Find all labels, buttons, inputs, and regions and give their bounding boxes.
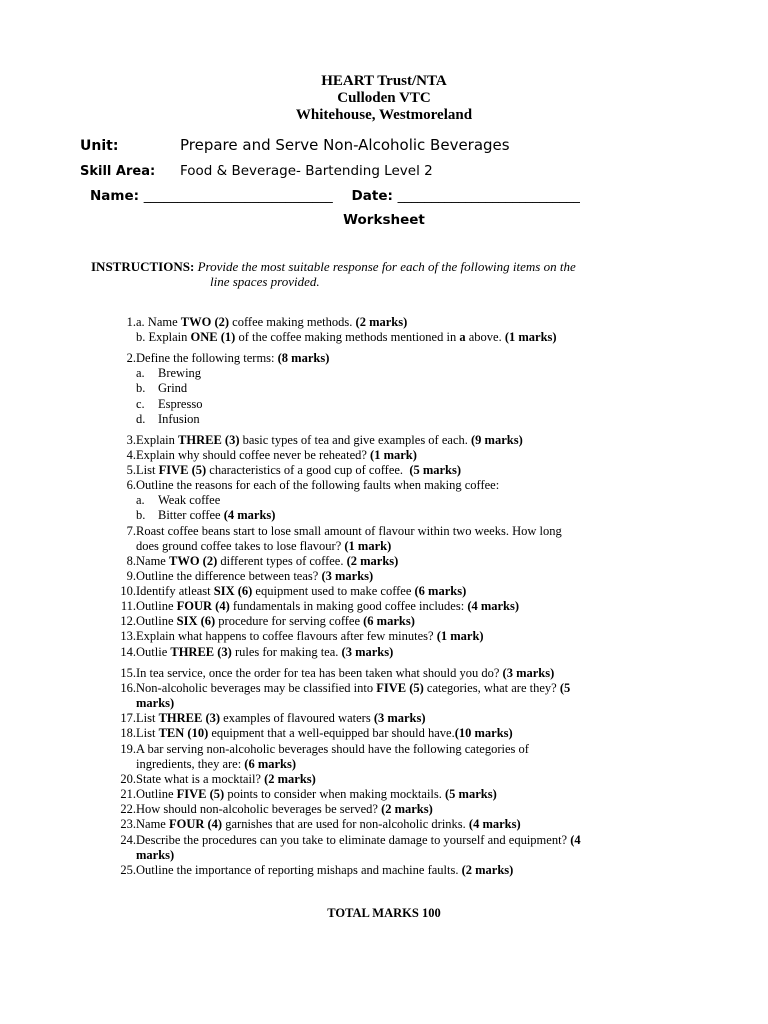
question-number: 1. [126, 315, 136, 329]
name-label: Name: [90, 188, 140, 204]
question-number: 23. [120, 817, 136, 831]
q-text: Outline the importance of reporting mishaps and machine faults. [136, 863, 462, 877]
question-number: 8. [126, 554, 136, 568]
question-10 [112, 584, 672, 599]
question-12 [112, 614, 672, 629]
q-marks: (1 marks) [504, 330, 557, 344]
q-marks: (8 marks) [277, 351, 330, 365]
q-text: In tea service, once the order for tea has been taken what should you do? [136, 666, 503, 680]
question-19 [112, 742, 672, 771]
question-number: 24. [120, 833, 136, 847]
question-1 [112, 315, 672, 344]
question-number: 22. [120, 802, 136, 816]
q-text: coffee making methods. [229, 315, 356, 329]
q-marks: (2 marks) [264, 772, 316, 786]
q-bold: THREE (3) [178, 433, 240, 447]
q-text: categories, what are they? [423, 681, 560, 695]
q-bold: THREE (3) [170, 645, 232, 659]
question-number: 2. [126, 351, 136, 365]
question-number: 9. [126, 569, 136, 583]
instructions-text-2: line spaces provided. [210, 274, 320, 289]
q-bold: TWO (2) [180, 315, 230, 329]
item-text: Brewing [158, 366, 202, 380]
question-2 [112, 351, 672, 366]
q-bold: FOUR (4) [168, 817, 223, 831]
question-number: 19. [120, 742, 136, 756]
q-text: examples of flavoured waters [220, 711, 374, 725]
question-16 [112, 681, 672, 710]
skill-label: Skill Area: [80, 164, 156, 179]
school-name: Culloden VTC [337, 90, 431, 106]
question-4 [112, 448, 672, 463]
q-text: equipment that a well-equipped bar should have. [208, 726, 455, 740]
q-text: Name [136, 817, 169, 831]
question-21 [112, 787, 672, 802]
item-letter: b. [136, 508, 146, 522]
q-text: Explain what happens to coffee flavours after few minutes? [136, 629, 437, 643]
q6-item-b [136, 508, 275, 523]
item-text: Bitter coffee [158, 508, 224, 522]
item-text: Infusion [158, 412, 200, 426]
q-marks: (2 marks) [355, 315, 408, 329]
question-17 [112, 711, 672, 726]
q-bold: SIX (6) [213, 584, 253, 598]
q-bold: FIVE (5) [376, 681, 424, 695]
q-marks: (2 marks) [346, 554, 399, 568]
question-number: 17. [120, 711, 136, 725]
q-text: equipment used to make coffee [252, 584, 415, 598]
q-marks: (5 marks) [445, 787, 497, 801]
item-text: Espresso [158, 397, 203, 411]
q-text: fundamentals in making good coffee includes: [229, 599, 468, 613]
q-bold: THREE (3) [158, 711, 221, 725]
unit-label: Unit: [80, 138, 119, 154]
q-text: List [136, 463, 159, 477]
q-text: Non-alcoholic beverages may be classified into [136, 681, 377, 695]
org-name: HEART Trust/NTA [321, 73, 447, 89]
q-bold: TEN (10) [158, 726, 209, 740]
q-text: different types of coffee. [217, 554, 347, 568]
q-text: Outline [136, 787, 177, 801]
q-marks: (1 mark) [370, 448, 417, 462]
q-text: procedure for serving coffee [215, 614, 364, 628]
q-bold: SIX (6) [176, 614, 216, 628]
question-13 [112, 629, 672, 644]
question-14 [112, 645, 672, 660]
q-text: Outline [136, 599, 177, 613]
question-number: 21. [120, 787, 136, 801]
unit-value: Prepare and Serve Non-Alcoholic Beverages [180, 136, 510, 154]
date-line: ___________________________ [397, 188, 580, 204]
q-bold: FIVE (5) [176, 787, 225, 801]
q2-item-d [136, 412, 200, 427]
question-20 [112, 772, 672, 787]
q-text: Outlie [136, 645, 171, 659]
q-marks: (5 [559, 681, 571, 695]
question-6 [112, 478, 672, 493]
question-25 [112, 863, 672, 878]
q-bold: TWO (2) [168, 554, 218, 568]
q-text: State what is a mocktail? [136, 772, 265, 786]
q-text: basic types of tea and give examples of each. [239, 433, 471, 447]
name-date-row [90, 188, 580, 204]
q-text: Outline [136, 614, 177, 628]
q-text: ingredients, they are: [136, 757, 245, 771]
item-letter: a. [136, 366, 145, 380]
q-text: b. Explain [136, 330, 191, 344]
question-23 [112, 817, 672, 832]
question-24 [112, 833, 672, 862]
q-text: of the coffee making methods mentioned in [235, 330, 460, 344]
q-text: List [136, 711, 159, 725]
question-11 [112, 599, 672, 614]
q-bold: FOUR (4) [176, 599, 230, 613]
q-marks: (5 marks) [409, 463, 462, 477]
q-bold: ONE (1) [190, 330, 236, 344]
q-marks: (4 marks) [467, 599, 520, 613]
q-text: Explain why should coffee never be reheated? [136, 448, 371, 462]
q-bold: a [459, 330, 466, 344]
q6-item-a [136, 493, 220, 508]
question-number: 16. [120, 681, 136, 695]
question-number: 20. [120, 772, 136, 786]
skill-row [80, 160, 433, 179]
question-9 [112, 569, 672, 584]
q-text: A bar serving non-alcoholic beverages should have the following categories of [136, 742, 529, 756]
date-label: Date: [351, 188, 393, 204]
q-marks: (6 marks) [363, 614, 415, 628]
q-text: characteristics of a good cup of coffee. [206, 463, 410, 477]
q-marks: (2 marks) [461, 863, 514, 877]
q-marks: (3 marks) [341, 645, 394, 659]
question-number: 3. [126, 433, 136, 447]
question-15 [112, 666, 672, 681]
question-number: 15. [120, 666, 136, 680]
q-marks: (10 marks) [454, 726, 513, 740]
item-letter: d. [136, 412, 146, 426]
question-number: 12. [120, 614, 136, 628]
q-text: How should non-alcoholic beverages be served? [136, 802, 382, 816]
q-marks: (1 mark) [344, 539, 392, 553]
question-8 [112, 554, 672, 569]
instructions-label: INSTRUCTIONS: [91, 259, 195, 274]
question-number: 5. [126, 463, 136, 477]
instructions-text-1: Provide the most suitable response for each of the following items on the [197, 259, 576, 274]
q-text: above. [465, 330, 505, 344]
q-marks: (3 marks) [502, 666, 555, 680]
item-text: Weak coffee [158, 493, 221, 507]
question-5 [112, 463, 672, 478]
item-letter: c. [136, 397, 145, 411]
question-3 [112, 433, 672, 448]
q2-item-a [136, 366, 201, 381]
q2-item-c [136, 397, 202, 412]
q-text: does ground coffee takes to lose flavour? [136, 539, 345, 553]
q-marks: (6 marks) [414, 584, 467, 598]
question-number: 4. [126, 448, 136, 462]
q-marks: (3 marks) [373, 711, 426, 725]
question-number: 13. [120, 629, 136, 643]
question-number: 10. [120, 584, 136, 598]
question-number: 25. [120, 863, 136, 877]
question-number: 11. [120, 599, 136, 613]
unit-row [80, 135, 510, 154]
q-text: Describe the procedures can you take to eliminate damage to yourself and equipment? [136, 833, 571, 847]
skill-value: Food & Beverage- Bartending Level 2 [180, 163, 433, 179]
question-18 [112, 726, 672, 741]
q-text: Roast coffee beans start to lose small amount of flavour within two weeks. How long [136, 524, 562, 538]
q-bold: FIVE (5) [158, 463, 207, 477]
question-7 [112, 524, 672, 553]
instructions [91, 259, 671, 289]
q-text: garnishes that are used for non-alcoholic drinks. [222, 817, 469, 831]
worksheet-title: Worksheet [343, 212, 425, 228]
question-number: 6. [126, 478, 136, 492]
q-text: Explain [136, 433, 179, 447]
q-text: Identify atleast [136, 584, 214, 598]
question-number: 7. [126, 524, 136, 538]
school-location: Whitehouse, Westmoreland [295, 107, 473, 123]
q-marks: (9 marks) [471, 433, 523, 447]
q-marks: (3 marks) [321, 569, 374, 583]
q-text: Outline the difference between teas? [136, 569, 322, 583]
q-marks: (4 marks) [468, 817, 521, 831]
q-marks: (2 marks) [381, 802, 433, 816]
q-text: Define the following terms: [136, 351, 278, 365]
question-22 [112, 802, 672, 817]
q-marks: marks) [136, 696, 175, 710]
q-marks: (4 [570, 833, 581, 847]
q-marks: (6 marks) [244, 757, 297, 771]
q-text: Name [136, 554, 169, 568]
q-marks: marks) [136, 848, 175, 862]
q-text: points to consider when making mocktails. [224, 787, 446, 801]
question-number: 14. [120, 645, 136, 659]
q2-item-b [136, 381, 187, 396]
q-text: a. Name [136, 315, 181, 329]
q-text: rules for making tea. [231, 645, 342, 659]
item-text: Grind [158, 381, 188, 395]
item-letter: a. [136, 493, 145, 507]
total-marks: TOTAL MARKS 100 [327, 906, 441, 920]
name-line: ____________________________ [143, 188, 333, 204]
q-text: Outline the reasons for each of the following faults when making coffee: [136, 478, 500, 492]
q-marks: (1 mark) [436, 629, 484, 643]
item-letter: b. [136, 381, 146, 395]
question-number: 18. [120, 726, 136, 740]
q-text: List [136, 726, 159, 740]
q-marks: (4 marks) [223, 508, 276, 522]
